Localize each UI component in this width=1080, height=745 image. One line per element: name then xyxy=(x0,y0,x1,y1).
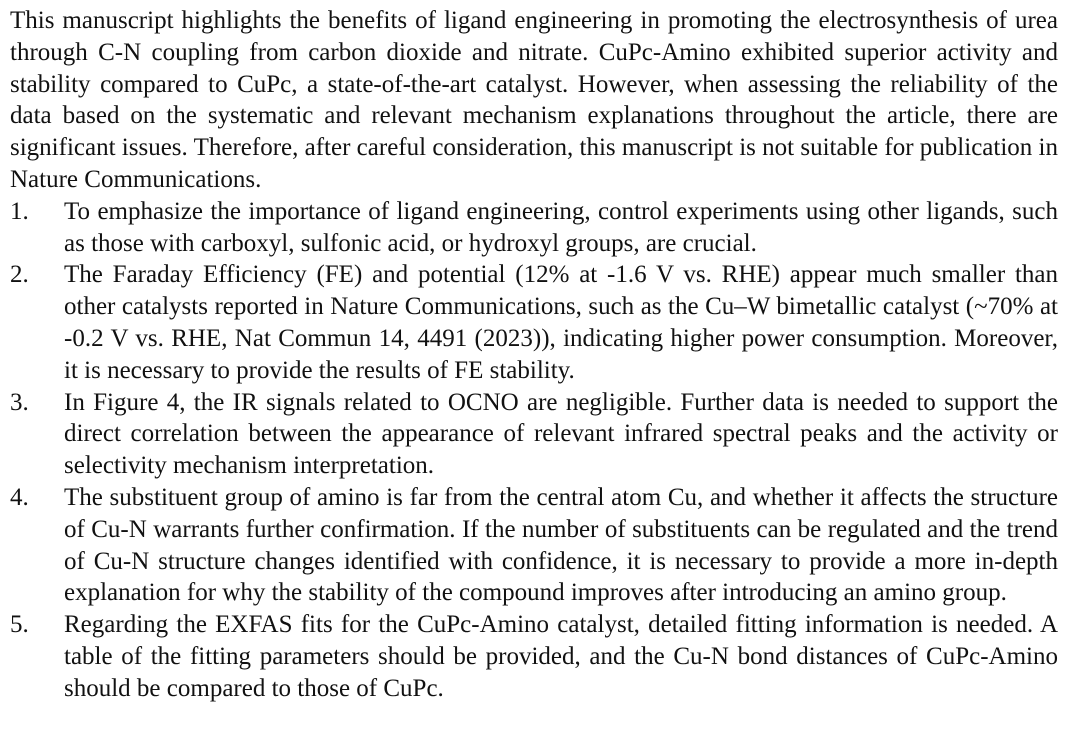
review-points-list xyxy=(10,196,1058,705)
list-item-text: The Faraday Efficiency (FE) and potential (12% at -1.6 V vs. RHE) appear much smaller than other catalysts reported in Nature Communications, such as the Cu–W bimetallic catalyst (~70% at -0.2 V vs. RHE, Nat Commun 14, 4491 (2023)), indicating higher power consumption. Moreover, it is necessary to provide the results of FE stability. xyxy=(64,261,1058,384)
list-item-number: 3. xyxy=(10,388,29,416)
list-item xyxy=(10,482,1058,609)
list-item xyxy=(10,259,1058,386)
list-item-number: 4. xyxy=(10,483,29,511)
list-item-text: In Figure 4, the IR signals related to OCNO are negligible. Further data is needed to support the direct correlation between the appearance of relevant infrared spectral peaks and the activity or selectivity mechanism interpretation. xyxy=(64,388,1058,480)
review-document xyxy=(10,5,1058,705)
list-item-text: The substituent group of amino is far from the central atom Cu, and whether it affects the structure of Cu-N warrants further confirmation. If the number of substituents can be regulated and the trend of Cu-N structure changes identified with confidence, it is necessary to provide a more in-depth explanation for why the stability of the compound improves after introducing an amino group. xyxy=(64,483,1058,607)
list-item-number: 5. xyxy=(10,611,29,639)
list-item-number: 2. xyxy=(10,261,29,289)
list-item xyxy=(10,196,1058,260)
list-item-text: Regarding the EXFAS fits for the CuPc-Amino catalyst, detailed fitting information is needed. A table of the fitting parameters should be provided, and the Cu-N bond distances of CuPc-Amino should be compared to those of CuPc. xyxy=(64,611,1058,702)
list-item-text: To emphasize the importance of ligand engineering, control experiments using other ligands, such as those with carboxyl, sulfonic acid, or hydroxyl groups, are crucial. xyxy=(64,197,1058,257)
list-item-number: 1. xyxy=(10,197,29,225)
list-item xyxy=(10,387,1058,482)
intro-paragraph: This manuscript highlights the benefits of ligand engineering in promoting the electrosynthesis of urea through C-N coupling from carbon dioxide and nitrate. CuPc-Amino exhibited superior activity and stability compared to CuPc, a state-of-the-art catalyst. However, when assessing the reliability of the data based on the systematic and relevant mechanism explanations throughout the article, there are significant issues. Therefore, after careful consideration, this manuscript is not suitable for publication in Nature Communications. xyxy=(10,7,1058,193)
list-item xyxy=(10,609,1058,704)
